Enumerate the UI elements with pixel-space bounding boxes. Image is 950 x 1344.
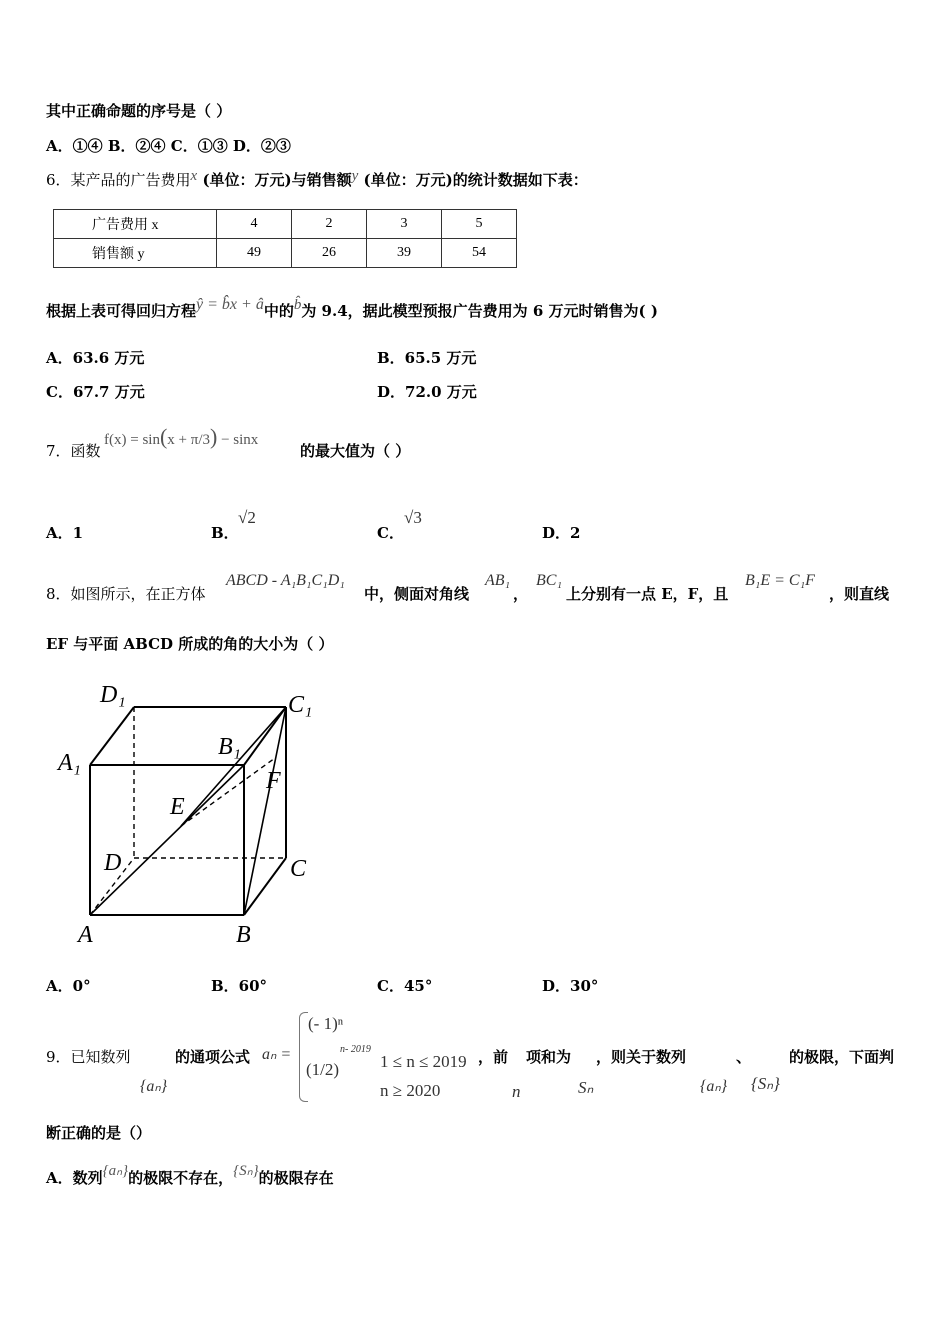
q9-an2: {aₙ} (700, 1078, 728, 1095)
q9-mid3: 项和为 (526, 1048, 572, 1066)
q8-tail: ，则直线 (829, 585, 890, 603)
q6-regression-line: 根据上表可得回归方程ŷ = b̂x + â中的b̂为 9.4，据此模型预报广告费用为 6 万元时销售为( ) (46, 296, 658, 320)
q8-option-a: A．0° (46, 977, 91, 995)
q7-formula: f(x) = sin(x + π/3) − sinx (104, 424, 259, 449)
label-a: A (78, 922, 93, 948)
q9-case2-exp: n- 2019 (340, 1044, 371, 1055)
q8-equal: B₁E = C₁F (745, 572, 815, 589)
q9-case1-cond: 1 ≤ n ≤ 2019 (380, 1052, 467, 1071)
q9-brace (299, 1012, 308, 1102)
q9-option-a: A．数列{aₙ}的极限不存在，{Sₙ}的极限存在 (46, 1163, 334, 1187)
table-cell: 5 (442, 210, 517, 239)
q9-sn: Sₙ (578, 1078, 594, 1097)
label-d: D (104, 850, 122, 876)
q7-prefix: 7．函数 (46, 442, 101, 460)
q9-case2-cond: n ≥ 2020 (380, 1081, 441, 1100)
label-a1: A₁ (58, 750, 82, 776)
label-b1: B₁ (218, 734, 242, 760)
q9-mid2: ，前 (478, 1048, 509, 1066)
q9-mid4: ，则关于数列 (596, 1048, 687, 1066)
q9-prefix: 9．已知数列 (46, 1048, 131, 1066)
q9-mid1: 的通项公式 (175, 1048, 251, 1066)
label-b: B (236, 922, 251, 948)
q6-option-b: B．65.5 万元 (377, 349, 477, 367)
label-d1: D₁ (100, 682, 126, 708)
diagonal-bc1 (244, 707, 286, 915)
table-row (54, 239, 517, 268)
table-cell: 4 (217, 210, 292, 239)
q8-option-d: D．30° (542, 977, 599, 995)
q9-sn2: {Sₙ} (751, 1074, 780, 1093)
q7-option-d: D．2 (542, 524, 581, 542)
q7-tail: 的最大值为（ ） (300, 442, 411, 460)
q7-option-b-value: √2 (238, 508, 256, 527)
q7-option-c: C． (377, 524, 404, 542)
hidden-segment-ef (181, 758, 275, 826)
q8-mid1: 中，侧面对角线 (364, 585, 470, 603)
q9-an: {aₙ} (140, 1078, 168, 1095)
q8-cube-figure (50, 670, 350, 960)
q9-line2: 断正确的是（） (46, 1124, 152, 1142)
q8-ab1: AB₁ (485, 572, 511, 589)
q8-mid2: 上分别有一点 E，F，且 (566, 585, 729, 603)
q9-sep: 、 (736, 1048, 752, 1066)
q6-option-c: C．67.7 万元 (46, 383, 145, 401)
q9-case2-base: (1/2) (306, 1060, 340, 1079)
q9-n: n (512, 1082, 521, 1101)
table-cell: 2 (292, 210, 367, 239)
table-header-cell: 销售额 y (54, 239, 217, 268)
q7-option-b: B． (211, 524, 239, 542)
q9-an-eq: aₙ = (262, 1046, 292, 1063)
q8-prefix: 8．如图所示，在正方体 (46, 585, 206, 603)
table-cell: 49 (217, 239, 292, 268)
q9-case1: (- 1)ⁿ (308, 1014, 344, 1033)
table-header-cell: 广告费用 x (54, 210, 217, 239)
table-cell: 39 (367, 239, 442, 268)
q9-tail: 的极限，下面判 (789, 1048, 895, 1066)
table-cell: 54 (442, 239, 517, 268)
edge-a1-d1 (90, 707, 134, 765)
q7-option-a: A．1 (46, 524, 84, 542)
q8-option-b: B．60° (211, 977, 268, 995)
q8-bc1: BC₁ (536, 572, 563, 589)
table-row (54, 210, 517, 239)
q5-stem-tail: 其中正确命题的序号是（ ） (46, 102, 232, 120)
diagonal-ab1 (90, 765, 244, 915)
segment-b1-c1-diag (181, 707, 286, 826)
label-e: E (170, 794, 185, 820)
label-f: F (266, 768, 281, 794)
q7-option-c-value: √3 (404, 508, 422, 527)
label-c: C (290, 856, 307, 882)
q8-option-c: C．45° (377, 977, 433, 995)
q6-option-d: D．72.0 万元 (377, 383, 477, 401)
q8-cube-name: ABCD - A₁B₁C₁D₁ (226, 572, 345, 589)
q6-data-table (53, 209, 517, 268)
q5-options: A．①④ B．②④ C．①③ D．②③ (46, 137, 291, 155)
table-cell: 3 (367, 210, 442, 239)
label-c1: C₁ (288, 692, 313, 718)
q8-comma: ， (513, 585, 529, 603)
table-cell: 26 (292, 239, 367, 268)
q8-line2: EF 与平面 ABCD 所成的角的大小为（ ） (46, 635, 334, 653)
q6-stem: 6．某产品的广告费用x (单位：万元)与销售额y (单位：万元)的统计数据如下表： (46, 168, 588, 189)
q6-option-a: A．63.6 万元 (46, 349, 145, 367)
